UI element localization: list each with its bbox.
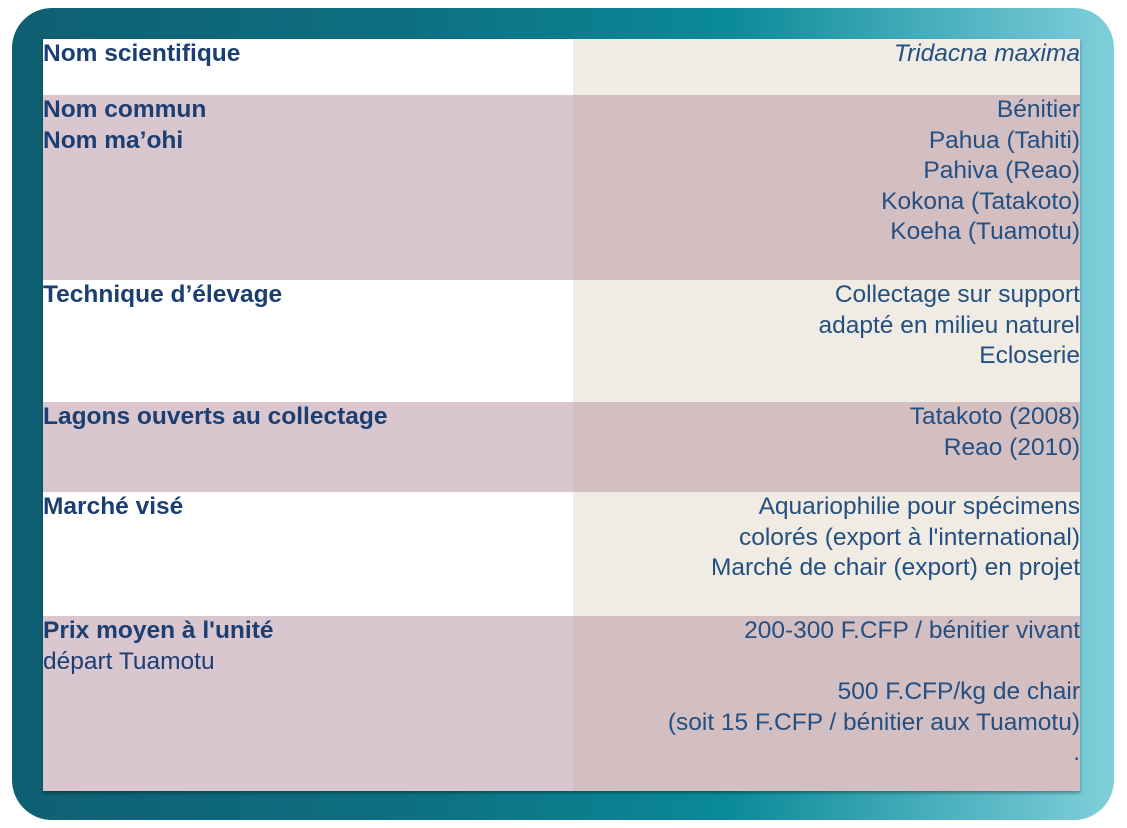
row-value-cell [573,39,1080,95]
species-info-card [43,39,1080,791]
technique-value: Ecloserie [979,342,1080,369]
row-label-cell [43,95,573,280]
price-spacer [573,647,1080,678]
price-value: 500 F.CFP/kg de chair [837,678,1080,705]
row-market [43,492,1080,616]
row-price [43,616,1080,791]
row-label-cell [43,280,573,402]
lagoon-value: Tatakoto (2008) [909,403,1080,430]
row-label-cell [43,39,573,95]
row-common-name [43,95,1080,280]
row-label-cell [43,402,573,492]
row-value-cell [573,402,1080,492]
common-name-value: Bénitier [996,96,1080,123]
price-label: Prix moyen à l'unité [43,617,274,644]
maohi-name-value: Pahua (Tahiti) [928,126,1080,154]
row-scientific-name [43,39,1080,95]
price-value: . [1073,739,1080,766]
technique-value: adapté en milieu naturel [818,311,1080,339]
technique-value: Collectage sur support [834,281,1080,308]
row-value-cell [573,95,1080,280]
scientific-name-value: Tridacna maxima [893,40,1080,67]
row-label-cell [43,492,573,616]
row-value-cell [573,616,1080,791]
species-info-table [43,39,1080,791]
row-value-cell [573,280,1080,402]
row-value-cell [573,492,1080,616]
market-value: colorés (export à l'international) [738,523,1080,551]
maohi-name-value: Kokona (Tatakoto) [881,187,1080,215]
market-label: Marché visé [43,493,184,520]
price-value: (soit 15 F.CFP / bénitier aux Tuamotu) [667,708,1080,736]
maohi-name-label: Nom ma’ohi [43,126,184,154]
row-label-cell [43,616,573,791]
scientific-name-label: Nom scientifique [43,40,241,67]
lagoon-value: Reao (2010) [943,433,1080,461]
lagoons-label: Lagons ouverts au collectage [43,403,388,430]
maohi-name-value: Koeha (Tuamotu) [890,218,1080,245]
price-value: 200-300 F.CFP / bénitier vivant [744,617,1080,644]
market-value: Aquariophilie pour spécimens [758,493,1080,520]
row-lagoons [43,402,1080,492]
price-sublabel: départ Tuamotu [43,647,215,675]
technique-label: Technique d’élevage [43,281,283,308]
market-value: Marché de chair (export) en projet [710,554,1080,581]
maohi-name-value: Pahiva (Reao) [923,157,1080,184]
row-technique [43,280,1080,402]
common-name-label: Nom commun [43,96,207,123]
